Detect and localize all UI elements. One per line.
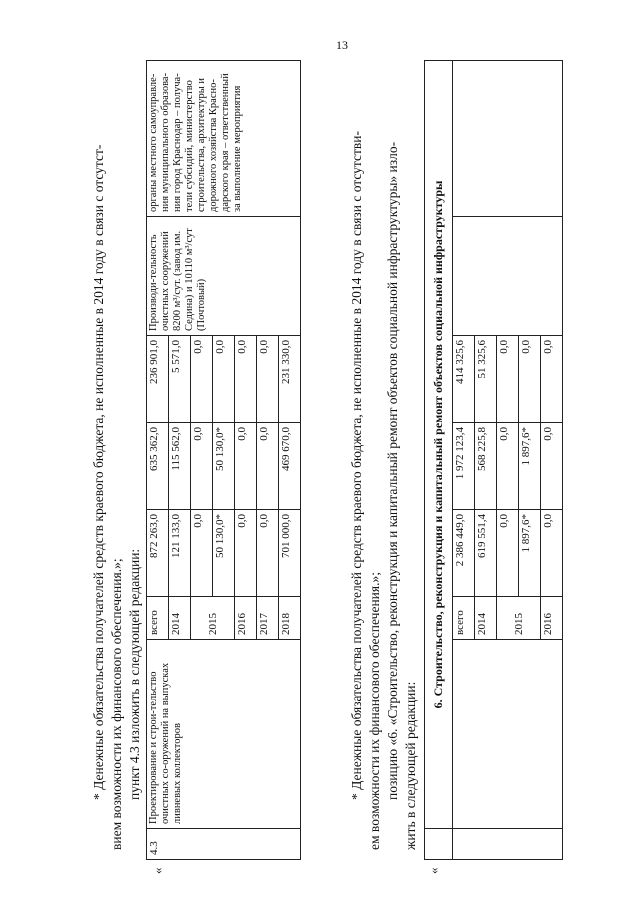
item-name: Проектирование и строи-тельство очистных со-оружений на выпусках ливневых коллекторов — [147, 640, 301, 829]
value-cell: 0,0 — [235, 510, 257, 597]
period-cell: всего — [147, 597, 169, 640]
value-cell: 0,0 — [235, 423, 257, 510]
value-cell: 50 130,0* — [213, 423, 235, 510]
quote-open-2: « — [426, 867, 441, 874]
period-cell: 2014 — [169, 597, 191, 640]
rotated-content — [86, 60, 626, 874]
value-cell: 872 263,0 — [147, 510, 169, 597]
value-cell: 236 901,0 — [147, 336, 169, 423]
value-cell: 0,0 — [235, 336, 257, 423]
value-cell: 0,0 — [257, 510, 279, 597]
value-cell: 115 562,0 — [169, 423, 191, 510]
period-cell: всего — [453, 597, 475, 640]
value-cell: 701 000,0 — [279, 510, 301, 597]
value-cell: 1 972 123,4 — [453, 423, 475, 510]
value-cell: 0,0 — [257, 423, 279, 510]
value-cell: 0,0 — [257, 336, 279, 423]
period-cell: 2015 — [497, 597, 541, 640]
responsible-cell: органы местного самоуправле-ния муниципального образова-ния город Краснодар – получа-тели субсидий, министерство строительства, архитектуры и дорожного хозяйства Красно-дарского края – ответственный за выполнение мероприятия — [147, 61, 301, 217]
period-cell: 2017 — [257, 597, 279, 640]
table-row — [453, 61, 475, 860]
value-cell: 0,0 — [541, 510, 563, 597]
item-number — [453, 829, 563, 860]
value-cell: 2 386 449,0 — [453, 510, 475, 597]
footnote-2-line-4: жить в следующей редакции: — [403, 681, 418, 850]
value-cell: 0,0 — [497, 336, 519, 423]
value-cell: 469 670,0 — [279, 423, 301, 510]
value-cell: 568 225,8 — [475, 423, 497, 510]
value-cell: 0,0 — [191, 336, 213, 423]
item-number — [425, 829, 453, 860]
value-cell: 0,0 — [191, 423, 213, 510]
footnote-2-line-1: * Денежные обязательства получателей средств краевого бюджета, не исполненные в 2014 году в связи с отсутстви- — [349, 131, 364, 800]
value-cell: 50 130,0* — [213, 510, 235, 597]
value-cell: 1 897,6* — [519, 423, 541, 510]
footnote-1-line-1: * Денежные обязательства получателей средств краевого бюджета, не исполненные в 2014 году в связи с отсутст- — [91, 144, 106, 800]
table-row — [147, 61, 169, 860]
value-cell: 0,0 — [519, 336, 541, 423]
item-name — [453, 640, 563, 829]
table-row — [425, 61, 453, 860]
value-cell: 231 330,0 — [279, 336, 301, 423]
value-cell: 635 362,0 — [147, 423, 169, 510]
value-cell: 0,0 — [541, 336, 563, 423]
footnote-2-line-3: позицию «6. «Строительство, реконструкция и капитальный ремонт объектов социальной инфраструктуры» изло- — [385, 141, 400, 800]
value-cell: 51 325,6 — [475, 336, 497, 423]
table-section-6 — [424, 60, 563, 860]
value-cell: 414 325,6 — [453, 336, 475, 423]
period-cell: 2014 — [475, 597, 497, 640]
value-cell: 121 133,0 — [169, 510, 191, 597]
responsible-cell — [453, 61, 563, 217]
period-cell: 2015 — [191, 597, 235, 640]
period-cell: 2016 — [541, 597, 563, 640]
value-cell: 0,0 — [541, 423, 563, 510]
table-item-4-3 — [146, 60, 301, 860]
period-cell: 2018 — [279, 597, 301, 640]
footnote-1-line-3: пункт 4.3 изложить в следующей редакции: — [127, 548, 142, 800]
value-cell: 0,0 — [497, 510, 519, 597]
quote-open-1: « — [150, 867, 165, 874]
value-cell: 0,0 — [497, 423, 519, 510]
value-cell: 0,0 — [213, 336, 235, 423]
value-cell: 1 897,6* — [519, 510, 541, 597]
section-heading: 6. Строительство, реконструкция и капитальный ремонт объектов социальной инфраструктуры — [425, 61, 453, 829]
period-cell: 2016 — [235, 597, 257, 640]
footnote-2-line-2: ем возможности их финансового обеспечения.»; — [367, 572, 382, 850]
item-number: 4.3 — [147, 829, 301, 860]
value-cell: 5 571,0 — [169, 336, 191, 423]
value-cell: 0,0 — [191, 510, 213, 597]
indicator-cell — [453, 217, 563, 336]
footnote-1-line-2: вием возможности их финансового обеспечения.»; — [109, 558, 124, 850]
page-number: 13 — [336, 38, 348, 52]
value-cell: 619 551,4 — [475, 510, 497, 597]
indicator-cell: Производи-тельность очистных сооружений 8200 м³/сут. (завод им. Седина) и 10110 м³/сут (Почтовый) — [147, 217, 301, 336]
